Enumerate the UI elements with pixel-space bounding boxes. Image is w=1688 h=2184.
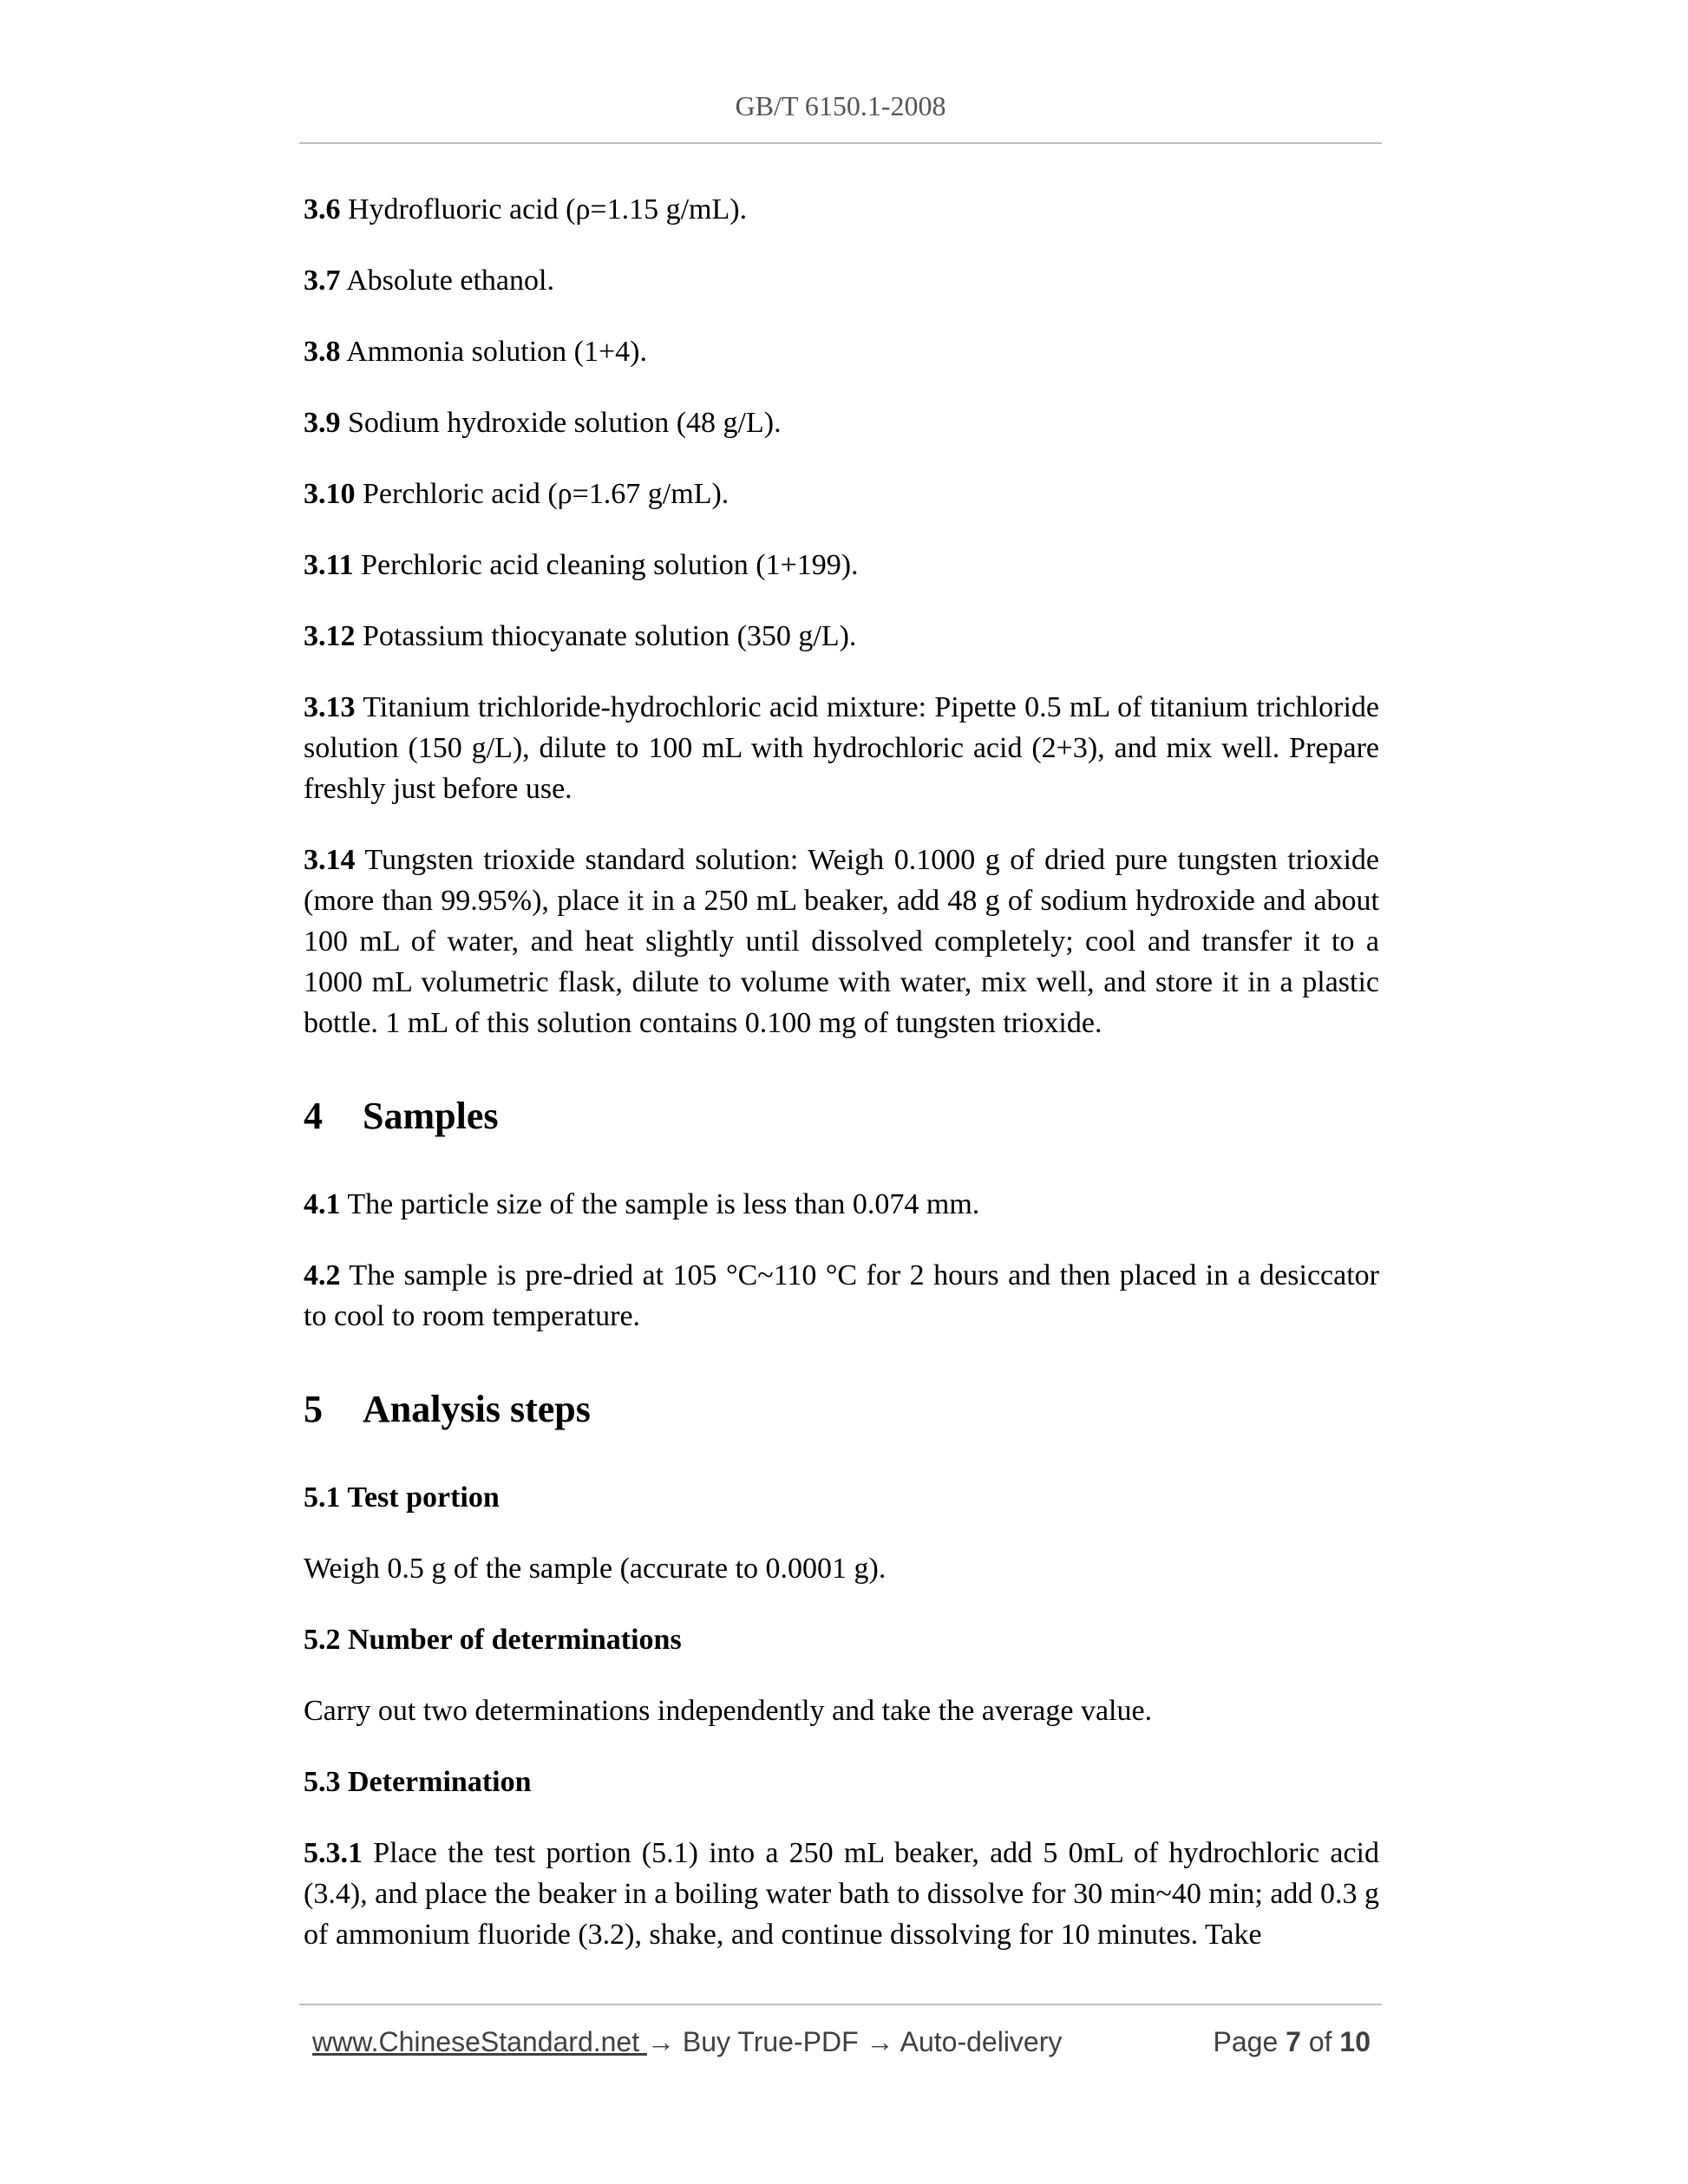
item-number: 4.2 [304,1259,341,1291]
site-link[interactable]: www.ChineseStandard.net [312,2026,647,2057]
page-content [304,189,1379,1985]
item-number: 4.1 [304,1188,341,1220]
item-3-10 [304,474,1379,514]
page-indicator [1214,2026,1371,2058]
item-text: Hydrofluoric acid (ρ=1.15 g/mL). [340,193,748,226]
page-total: 10 [1339,2026,1371,2057]
section-5-heading [304,1387,1379,1432]
item-3-14 [304,840,1379,1043]
item-3-12 [304,616,1379,657]
section-4-heading [304,1094,1379,1139]
footer-tagline: → Buy True-PDF → Auto-delivery [647,2026,1063,2057]
subsection-5-3-title: 5.3 Determination [304,1766,532,1798]
item-3-9 [304,402,1379,443]
item-number: 3.13 [304,691,356,723]
section-number: 4 [304,1095,323,1137]
item-text: Potassium thiocyanate solution (350 g/L). [355,620,857,652]
item-number: 3.8 [304,336,341,368]
subsection-5-2-title: 5.2 Number of determinations [304,1624,682,1656]
item-3-13 [304,687,1379,809]
subsection-5-1-text: Weigh 0.5 g of the sample (accurate to 0.0001 g). [304,1553,887,1585]
item-number: 3.7 [304,265,341,297]
item-text: Absolute ethanol. [340,265,554,297]
item-number: 5.3.1 [304,1837,363,1869]
item-text: Perchloric acid cleaning solution (1+199). [353,549,859,581]
item-5-3-1 [304,1833,1379,1955]
item-number: 3.10 [304,478,356,510]
item-3-11 [304,545,1379,585]
section-title: Analysis steps [363,1388,591,1430]
of-label: of [1300,2026,1340,2057]
footer-divider [299,2004,1382,2005]
subsection-5-2-text: Carry out two determinations independently and take the average value. [304,1695,1153,1727]
item-number: 3.6 [304,193,341,226]
item-3-8 [304,331,1379,372]
subsection-5-1-title: 5.1 Test portion [304,1481,500,1514]
item-4-2 [304,1255,1379,1337]
section-number: 5 [304,1388,323,1430]
item-number: 3.9 [304,407,341,439]
item-number: 3.12 [304,620,356,652]
item-4-1 [304,1184,1379,1225]
page-footer [312,2026,1371,2058]
item-text: The sample is pre-dried at 105 °C~110 °C for 2 hours and then placed in a desiccator to cool to room temperature. [304,1259,1379,1332]
item-text: The particle size of the sample is less than 0.074 mm. [340,1188,980,1220]
item-number: 3.14 [304,844,356,876]
item-text: Titanium trichloride-hydrochloric acid mixture: Pipette 0.5 mL of titanium trichloride solution (150 g/L), dilute to 100 mL with hydrochloric acid (2+3), and mix well. Prepare freshly just before use. [304,691,1379,805]
document-id-header: GB/T 6150.1-2008 [735,90,946,121]
item-text: Ammonia solution (1+4). [340,336,647,368]
item-text: Sodium hydroxide solution (48 g/L). [340,407,782,439]
item-text: Tungsten trioxide standard solution: Weigh 0.1000 g of dried pure tungsten trioxide (more than 99.95%), place it in a 250 mL beaker, add 48 g of sodium hydroxide and about 100 mL of water, and heat slightly until dissolved completely; cool and transfer it to a 1000 mL volumetric flask, dilute to volume with water, mix well, and store it in a plastic bottle. 1 mL of this solution contains 0.100 mg of tungsten trioxide. [304,844,1379,1039]
section-title: Samples [363,1095,499,1137]
header-divider [299,142,1382,144]
page-label: Page [1213,2026,1286,2057]
item-text: Place the test portion (5.1) into a 250 mL beaker, add 5 0mL of hydrochloric acid (3.4), and place the beaker in a boiling water bath to dissolve for 30 min~40 min; add 0.3 g of ammonium fluoride (3.2), shake, and continue dissolving for 10 minutes. Take [304,1837,1379,1951]
item-number: 3.11 [304,549,354,581]
item-3-6 [304,189,1379,230]
item-text: Perchloric acid (ρ=1.67 g/mL). [355,478,730,510]
item-3-7 [304,260,1379,301]
page-number: 7 [1286,2026,1301,2057]
